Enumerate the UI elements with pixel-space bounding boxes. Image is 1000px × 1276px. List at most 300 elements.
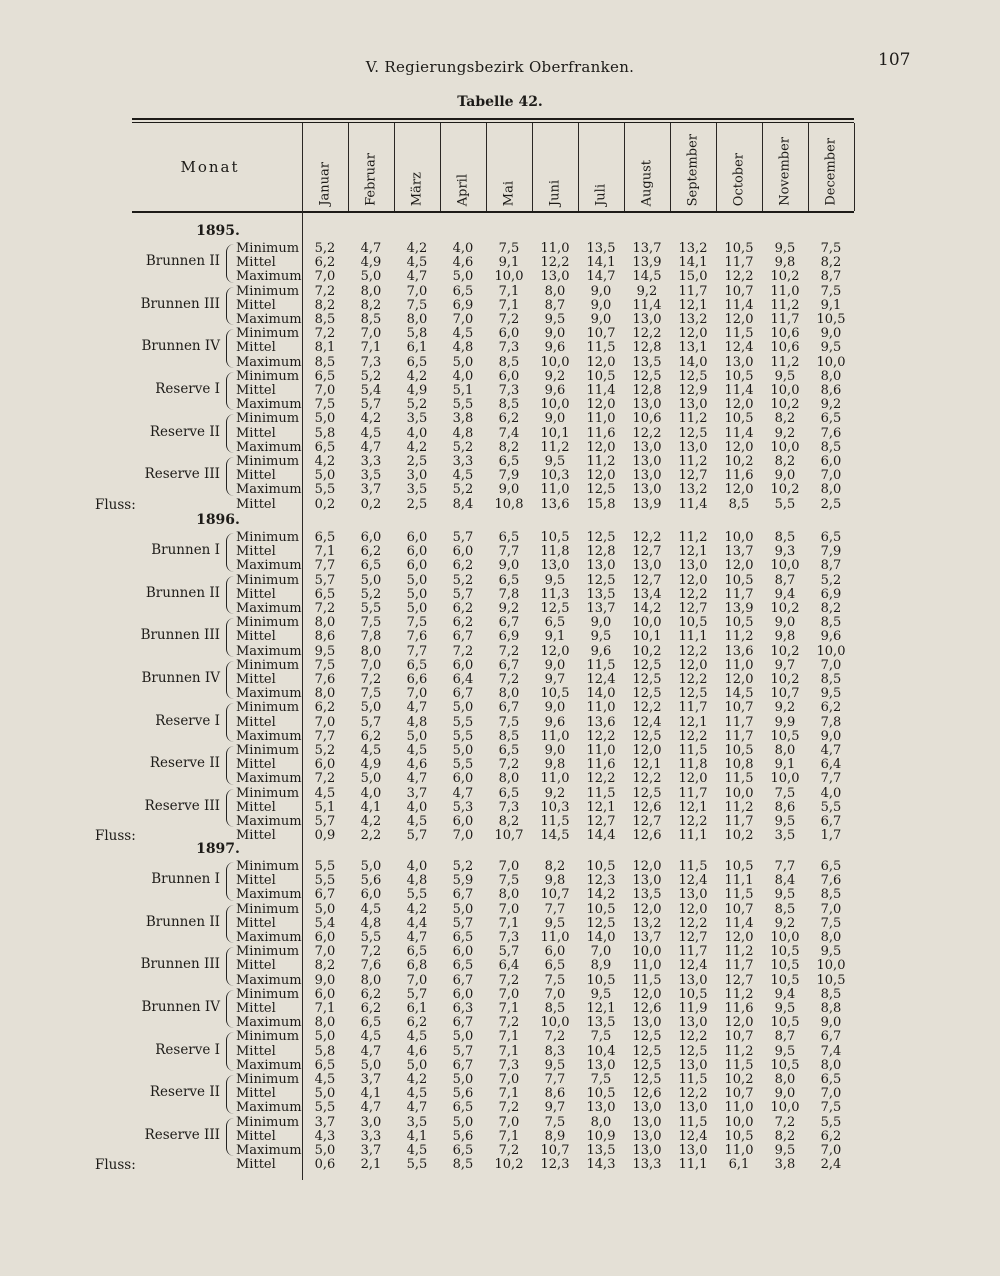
table-cell: 10,2 xyxy=(724,828,754,844)
table-cell: 10,7 xyxy=(540,1143,570,1158)
table-cell: 5,5 xyxy=(774,496,796,512)
table-cell: 11,4 xyxy=(724,915,754,931)
table-cell: 7,5 xyxy=(544,1114,566,1130)
month-label: Juni xyxy=(547,179,563,206)
table-cell: 0,9 xyxy=(314,828,336,844)
brace xyxy=(226,746,235,785)
table-cell: 11,0 xyxy=(540,241,570,256)
table-cell: 11,5 xyxy=(678,1114,708,1130)
table-cell: 5,0 xyxy=(406,572,428,588)
table-cell: 9,7 xyxy=(774,657,796,673)
table-cell: 12,1 xyxy=(678,799,708,815)
table-cell: 9,0 xyxy=(774,615,796,631)
table-cell: 7,1 xyxy=(498,1043,520,1059)
table-cell: 6,5 xyxy=(452,930,474,945)
table-cell: 8,2 xyxy=(314,958,336,974)
table-cell: 7,6 xyxy=(406,629,428,645)
table-cell: 6,5 xyxy=(498,785,520,801)
row-label-mittel: Mittel xyxy=(236,873,276,889)
table-cell: 12,7 xyxy=(586,814,616,829)
table-cell: 12,4 xyxy=(678,873,708,889)
table-cell: 9,0 xyxy=(544,326,566,342)
table-cell: 13,5 xyxy=(586,1015,616,1031)
table-cell: 6,5 xyxy=(452,958,474,974)
table-cell: 8,8 xyxy=(820,1001,842,1016)
table-cell: 5,7 xyxy=(314,572,336,588)
table-cell: 9,1 xyxy=(774,757,796,773)
table-cell: 8,2 xyxy=(544,859,566,874)
table-cell: 8,7 xyxy=(774,1029,796,1045)
table-cell: 11,8 xyxy=(540,544,570,560)
table-cell: 12,0 xyxy=(678,657,708,673)
table-cell: 5,9 xyxy=(452,873,474,889)
table-cell: 7,9 xyxy=(498,468,520,484)
table-cell: 10,8 xyxy=(494,496,524,512)
table-cell: 10,7 xyxy=(586,326,616,342)
table-cell: 14,0 xyxy=(586,686,616,702)
table-cell: 7,2 xyxy=(498,312,520,327)
table-cell: 6,0 xyxy=(360,530,382,545)
table-cell: 10,0 xyxy=(770,383,800,398)
table-cell: 11,4 xyxy=(678,496,708,512)
table-cell: 6,2 xyxy=(498,411,520,427)
table-cell: 7,5 xyxy=(820,241,842,256)
table-cell: 7,2 xyxy=(314,771,336,787)
table-cell: 7,0 xyxy=(498,986,520,1002)
table-cell: 10,0 xyxy=(816,958,846,974)
table-cell: 8,2 xyxy=(774,454,796,469)
table-cell: 14,1 xyxy=(586,255,616,271)
table-cell: 6,2 xyxy=(360,544,382,560)
table-cell: 8,5 xyxy=(774,530,796,545)
table-cell: 12,0 xyxy=(724,1015,754,1031)
table-cell: 5,2 xyxy=(452,439,474,455)
table-cell: 7,7 xyxy=(820,771,842,787)
table-cell: 9,5 xyxy=(820,686,842,702)
table-cell: 10,7 xyxy=(724,1086,754,1102)
row-label-maximum: Maximum xyxy=(236,1057,302,1073)
table-cell: 3,5 xyxy=(406,1114,428,1130)
table-cell: 9,2 xyxy=(774,425,796,441)
table-cell: 11,4 xyxy=(632,297,662,313)
table-cell: 11,2 xyxy=(724,944,754,960)
table-cell: 5,0 xyxy=(452,1114,474,1130)
site-label: Brunnen II xyxy=(145,913,220,930)
table-cell: 8,6 xyxy=(774,799,796,815)
site-label: Brunnen III xyxy=(140,627,220,644)
table-cell: 10,5 xyxy=(724,411,754,427)
table-cell: 9,0 xyxy=(590,615,612,631)
table-cell: 0,2 xyxy=(360,496,382,512)
table-cell: 11,7 xyxy=(724,728,754,744)
site-label: Brunnen II xyxy=(145,253,220,270)
year-heading: 1896. xyxy=(196,512,240,528)
table-cell: 12,5 xyxy=(632,672,662,687)
table-cell: 14,0 xyxy=(586,930,616,945)
table-cell: 14,7 xyxy=(586,269,616,285)
table-cell: 8,9 xyxy=(544,1128,566,1144)
table-cell: 13,2 xyxy=(678,241,708,256)
table-cell: 10,6 xyxy=(632,411,662,427)
table-cell: 10,5 xyxy=(724,572,754,588)
table-cell: 9,1 xyxy=(820,297,842,313)
table-cell: 9,0 xyxy=(774,468,796,484)
site-label: Reserve II xyxy=(149,755,220,772)
table-cell: 8,5 xyxy=(820,887,842,903)
table-cell: 14,3 xyxy=(586,1157,616,1173)
table-cell: 5,0 xyxy=(406,728,428,744)
table-cell: 6,5 xyxy=(452,283,474,299)
table-cell: 13,0 xyxy=(724,354,754,370)
table-cell: 7,0 xyxy=(314,944,336,960)
table-cell: 12,5 xyxy=(586,915,616,931)
table-cell: 7,0 xyxy=(452,312,474,327)
table-top-rule xyxy=(132,118,854,120)
table-cell: 5,5 xyxy=(820,1114,842,1130)
table-cell: 13,0 xyxy=(632,1143,662,1158)
table-cell: 6,8 xyxy=(406,958,428,974)
month-label: December xyxy=(823,138,839,206)
table-cell: 4,5 xyxy=(360,1029,382,1045)
site-label: Reserve III xyxy=(144,797,220,814)
month-label: Februar xyxy=(363,153,379,206)
month-header-maerz xyxy=(394,124,440,208)
table-cell: 6,4 xyxy=(498,958,520,974)
table-cell: 11,7 xyxy=(678,700,708,716)
table-cell: 9,1 xyxy=(498,255,520,271)
table-top-rule-thin xyxy=(132,122,854,123)
table-header-rule xyxy=(132,211,854,213)
table-cell: 10,5 xyxy=(586,901,616,917)
table-cell: 7,7 xyxy=(544,901,566,917)
month-header-juli xyxy=(578,124,624,208)
row-label-mittel: Mittel xyxy=(236,757,276,773)
table-cell: 7,0 xyxy=(820,657,842,673)
table-cell: 6,5 xyxy=(314,586,336,602)
site-label: Reserve I xyxy=(155,712,220,729)
table-cell: 10,5 xyxy=(586,859,616,874)
table-cell: 13,7 xyxy=(632,930,662,945)
table-cell: 10,5 xyxy=(724,615,754,631)
table-cell: 7,2 xyxy=(498,1100,520,1116)
table-cell: 6,7 xyxy=(452,1015,474,1031)
table-cell: 10,7 xyxy=(724,283,754,299)
table-cell: 6,0 xyxy=(452,944,474,960)
table-cell: 6,5 xyxy=(452,1100,474,1116)
brace xyxy=(226,789,235,828)
row-label-maximum: Maximum xyxy=(236,312,302,327)
table-cell: 8,0 xyxy=(820,368,842,384)
table-cell: 8,2 xyxy=(498,814,520,829)
table-cell: 9,5 xyxy=(774,241,796,256)
table-cell: 4,2 xyxy=(314,454,336,469)
row-label-minimum: Minimum xyxy=(236,859,300,874)
table-cell: 4,6 xyxy=(406,757,428,773)
table-cell: 11,5 xyxy=(724,771,754,787)
table-cell: 5,0 xyxy=(406,1057,428,1073)
table-cell: 7,0 xyxy=(498,1114,520,1130)
table-cell: 6,0 xyxy=(544,944,566,960)
row-label-minimum: Minimum xyxy=(236,657,300,673)
table-cell: 10,2 xyxy=(770,482,800,498)
table-cell: 8,2 xyxy=(820,255,842,271)
brace xyxy=(226,576,235,615)
table-cell: 12,0 xyxy=(678,572,708,588)
table-cell: 4,6 xyxy=(406,1043,428,1059)
table-cell: 8,0 xyxy=(360,643,382,659)
table-cell: 9,5 xyxy=(774,814,796,829)
table-cell: 9,8 xyxy=(774,629,796,645)
table-cell: 7,5 xyxy=(406,615,428,631)
table-cell: 11,1 xyxy=(724,873,754,889)
table-cell: 6,5 xyxy=(452,1143,474,1158)
table-cell: 9,0 xyxy=(544,700,566,716)
table-cell: 7,2 xyxy=(360,672,382,687)
table-cell: 8,7 xyxy=(774,572,796,588)
row-label-minimum: Minimum xyxy=(236,241,300,256)
table-cell: 11,7 xyxy=(678,785,708,801)
table-cell: 10,5 xyxy=(816,312,846,327)
table-cell: 7,8 xyxy=(820,714,842,730)
table-cell: 9,4 xyxy=(774,986,796,1002)
table-cell: 5,0 xyxy=(452,354,474,370)
table-cell: 8,2 xyxy=(314,297,336,313)
table-cell: 8,7 xyxy=(544,297,566,313)
table-cell: 6,5 xyxy=(820,1072,842,1087)
table-cell: 12,8 xyxy=(586,544,616,560)
month-header-mai xyxy=(486,124,532,208)
fluss-label: Fluss: xyxy=(95,1157,136,1174)
table-cell: 8,0 xyxy=(360,283,382,299)
site-label: Brunnen IV xyxy=(141,670,220,686)
table-cell: 7,0 xyxy=(452,828,474,844)
month-header-august xyxy=(624,124,670,208)
table-cell: 4,1 xyxy=(360,799,382,815)
table-cell: 5,5 xyxy=(314,873,336,889)
table-cell: 7,6 xyxy=(820,873,842,889)
table-cell: 6,7 xyxy=(498,657,520,673)
table-cell: 12,0 xyxy=(678,901,708,917)
table-cell: 5,0 xyxy=(406,601,428,616)
table-cell: 7,2 xyxy=(498,643,520,659)
table-cell: 6,0 xyxy=(452,814,474,829)
table-cell: 13,0 xyxy=(632,1100,662,1116)
table-cell: 13,0 xyxy=(678,972,708,988)
table-cell: 10,7 xyxy=(494,828,524,844)
table-cell: 7,1 xyxy=(498,283,520,299)
table-cell: 9,8 xyxy=(544,757,566,773)
table-cell: 3,7 xyxy=(406,785,428,801)
table-cell: 6,7 xyxy=(452,972,474,988)
table-cell: 8,5 xyxy=(314,312,336,327)
table-cell: 7,5 xyxy=(498,873,520,889)
table-cell: 7,5 xyxy=(498,714,520,730)
table-cell: 7,1 xyxy=(498,297,520,313)
table-cell: 12,5 xyxy=(632,1057,662,1073)
table-cell: 8,5 xyxy=(452,1157,474,1173)
table-cell: 7,1 xyxy=(498,915,520,931)
table-cell: 3,8 xyxy=(452,411,474,427)
row-label-minimum: Minimum xyxy=(236,530,300,545)
table-cell: 12,1 xyxy=(678,714,708,730)
table-cell: 3,5 xyxy=(406,482,428,498)
table-cell: 12,5 xyxy=(632,1043,662,1059)
table-cell: 12,2 xyxy=(586,771,616,787)
table-cell: 7,0 xyxy=(498,1072,520,1087)
row-label-maximum: Maximum xyxy=(236,1100,302,1116)
month-header-februar xyxy=(348,124,394,208)
table-cell: 6,9 xyxy=(820,586,842,602)
table-cell: 4,7 xyxy=(406,269,428,285)
table-cell: 7,1 xyxy=(314,1001,336,1016)
table-cell: 9,5 xyxy=(774,1043,796,1059)
table-cell: 12,7 xyxy=(632,814,662,829)
table-cell: 5,5 xyxy=(314,859,336,874)
site-label: Brunnen III xyxy=(140,295,220,312)
column-rule xyxy=(854,123,855,211)
row-label-mittel: Mittel xyxy=(236,297,276,313)
table-cell: 4,9 xyxy=(360,255,382,271)
month-label: November xyxy=(777,137,793,206)
table-cell: 8,0 xyxy=(820,930,842,945)
table-cell: 7,0 xyxy=(498,859,520,874)
table-cell: 9,5 xyxy=(590,629,612,645)
table-cell: 8,5 xyxy=(498,354,520,370)
table-cell: 3,0 xyxy=(406,468,428,484)
table-cell: 5,0 xyxy=(452,700,474,716)
row-label-mittel: Mittel xyxy=(236,828,276,844)
table-cell: 4,2 xyxy=(406,1072,428,1087)
table-cell: 5,0 xyxy=(314,468,336,484)
table-cell: 5,8 xyxy=(406,326,428,342)
table-cell: 12,2 xyxy=(540,255,570,271)
table-cell: 6,5 xyxy=(314,1057,336,1073)
table-cell: 8,6 xyxy=(314,629,336,645)
table-cell: 6,2 xyxy=(452,615,474,631)
table-cell: 3,3 xyxy=(452,454,474,469)
table-cell: 4,5 xyxy=(406,1143,428,1158)
table-cell: 12,0 xyxy=(678,771,708,787)
table-cell: 8,0 xyxy=(820,1057,842,1073)
table-cell: 7,3 xyxy=(498,340,520,356)
table-cell: 4,0 xyxy=(406,859,428,874)
table-cell: 4,7 xyxy=(452,785,474,801)
row-label-minimum: Minimum xyxy=(236,283,300,299)
table-cell: 6,5 xyxy=(406,657,428,673)
brace xyxy=(226,990,235,1029)
table-cell: 10,5 xyxy=(770,728,800,744)
table-cell: 2,2 xyxy=(360,828,382,844)
table-cell: 13,2 xyxy=(678,482,708,498)
row-label-maximum: Maximum xyxy=(236,269,302,285)
table-cell: 6,7 xyxy=(452,686,474,702)
table-cell: 9,6 xyxy=(544,714,566,730)
table-cell: 13,0 xyxy=(678,439,708,455)
table-cell: 9,6 xyxy=(590,643,612,659)
site-label: Brunnen III xyxy=(140,956,220,973)
table-cell: 4,2 xyxy=(406,901,428,917)
month-header-november xyxy=(762,124,808,208)
table-cell: 7,7 xyxy=(498,544,520,560)
table-cell: 3,7 xyxy=(360,1143,382,1158)
table-cell: 9,2 xyxy=(544,785,566,801)
table-cell: 6,7 xyxy=(820,1029,842,1045)
table-cell: 10,0 xyxy=(724,530,754,545)
table-cell: 5,5 xyxy=(452,714,474,730)
table-cell: 6,5 xyxy=(544,615,566,631)
table-cell: 10,5 xyxy=(724,859,754,874)
table-cell: 6,0 xyxy=(314,757,336,773)
table-cell: 13,0 xyxy=(678,887,708,903)
table-cell: 11,5 xyxy=(586,657,616,673)
table-cell: 8,5 xyxy=(774,901,796,917)
table-cell: 7,6 xyxy=(820,425,842,441)
table-cell: 9,5 xyxy=(820,944,842,960)
table-cell: 8,4 xyxy=(452,496,474,512)
row-label-maximum: Maximum xyxy=(236,771,302,787)
table-cell: 12,7 xyxy=(632,572,662,588)
table-cell: 13,0 xyxy=(632,454,662,469)
brace xyxy=(226,661,235,700)
table-cell: 11,2 xyxy=(724,629,754,645)
table-cell: 11,2 xyxy=(724,986,754,1002)
table-cell: 4,3 xyxy=(314,1128,336,1144)
table-cell: 14,5 xyxy=(632,269,662,285)
table-cell: 6,2 xyxy=(820,700,842,716)
table-cell: 6,2 xyxy=(360,1001,382,1016)
table-cell: 6,7 xyxy=(498,615,520,631)
brace xyxy=(226,287,235,326)
table-cell: 15,8 xyxy=(586,496,616,512)
table-cell: 11,7 xyxy=(724,714,754,730)
table-cell: 7,1 xyxy=(498,1128,520,1144)
table-cell: 11,4 xyxy=(724,383,754,398)
table-cell: 4,5 xyxy=(452,468,474,484)
table-cell: 11,7 xyxy=(724,586,754,602)
table-cell: 7,5 xyxy=(820,915,842,931)
row-label-minimum: Minimum xyxy=(236,743,300,758)
table-cell: 6,5 xyxy=(406,944,428,960)
table-cell: 7,0 xyxy=(590,944,612,960)
table-cell: 8,4 xyxy=(774,873,796,889)
table-cell: 7,6 xyxy=(314,672,336,687)
table-cell: 9,8 xyxy=(774,255,796,271)
table-cell: 7,2 xyxy=(498,1015,520,1031)
table-cell: 4,5 xyxy=(314,785,336,801)
table-cell: 5,2 xyxy=(452,859,474,874)
table-cell: 3,5 xyxy=(774,828,796,844)
table-cell: 4,8 xyxy=(406,873,428,889)
table-cell: 13,6 xyxy=(540,496,570,512)
table-cell: 6,5 xyxy=(498,454,520,469)
row-label-mittel: Mittel xyxy=(236,1128,276,1144)
table-cell: 7,5 xyxy=(406,297,428,313)
table-cell: 11,0 xyxy=(724,1143,754,1158)
table-cell: 8,7 xyxy=(820,269,842,285)
table-cell: 5,7 xyxy=(406,986,428,1002)
row-label-minimum: Minimum xyxy=(236,454,300,469)
table-cell: 7,3 xyxy=(498,799,520,815)
table-cell: 12,2 xyxy=(724,269,754,285)
table-cell: 9,7 xyxy=(544,1100,566,1116)
table-cell: 7,8 xyxy=(360,629,382,645)
table-cell: 8,0 xyxy=(406,312,428,327)
table-cell: 11,7 xyxy=(770,312,800,327)
column-header-monat: Monat xyxy=(180,158,240,176)
table-cell: 12,2 xyxy=(678,643,708,659)
month-label: April xyxy=(455,173,471,206)
table-cell: 13,5 xyxy=(586,241,616,256)
